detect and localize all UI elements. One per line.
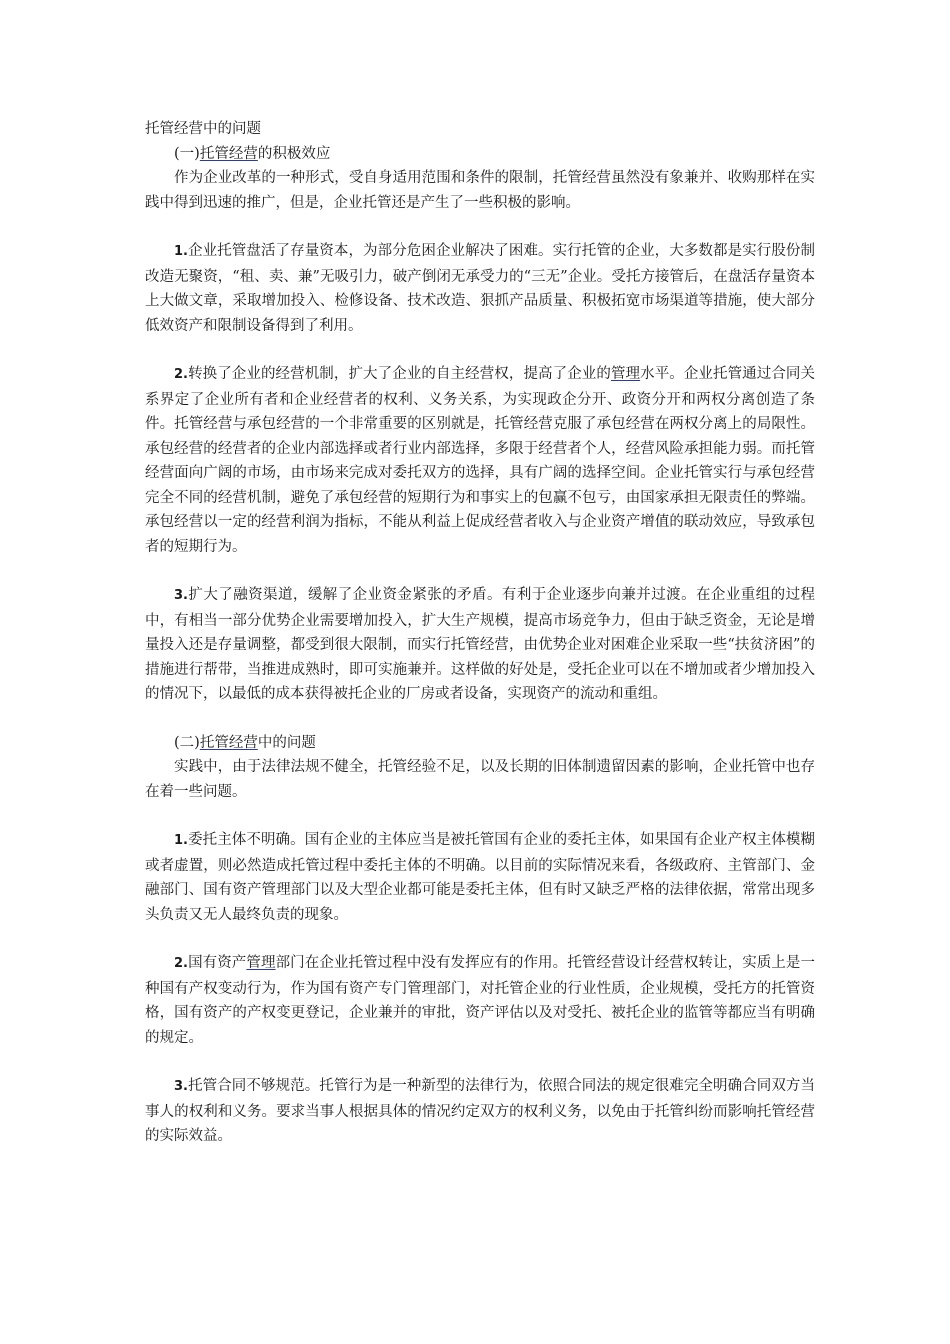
point-text: 托管合同不够规范。托管行为是一种新型的法律行为，依照合同法的规定很难完全明确合同双方当事人的权利和义务。要求当事人根据具体的情况约定双方的权利义务，以免由于托管纠纷而影响托管经营的实际效益。 bbox=[145, 1078, 815, 1144]
section-2-suffix: 中的问题 bbox=[257, 734, 316, 751]
section-1-intro: 作为企业改革的一种形式，受自身适用范围和条件的限制，托管经营虽然没有象兼并、收购那样在实践中得到迅速的推广，但是，企业托管还是产生了一些积极的影响。 bbox=[145, 170, 815, 211]
section-2-heading bbox=[145, 731, 815, 756]
point-number: 3. bbox=[174, 588, 188, 603]
section-1-prefix: (一) bbox=[174, 145, 200, 162]
section-1-heading bbox=[145, 142, 815, 167]
section-2-point-2 bbox=[145, 951, 815, 1050]
document-body bbox=[145, 117, 815, 1149]
section-1-point-3 bbox=[145, 583, 815, 707]
point-text: 企业托管盘活了存量资本，为部分危困企业解决了困难。实行托管的企业，大多数都是实行股份制改造无聚资，“租、卖、兼”无吸引力，破产倒闭无承受力的“三无”企业。受托方接管后，在盘活存量资本上大做文章，采取增加投入、检修设备、技术改造、狠抓产品质量、积极拓宽市场渠道等措施，使大部分低效资产和限制设备得到了利用。 bbox=[145, 243, 815, 334]
point-text: 国有资产 bbox=[187, 955, 247, 971]
section-1-point-1 bbox=[145, 239, 815, 338]
section-1-link[interactable]: 托管经营 bbox=[199, 145, 258, 162]
point-number: 3. bbox=[174, 1079, 188, 1094]
section-1-suffix: 的积极效应 bbox=[257, 145, 331, 162]
point-number: 1. bbox=[174, 833, 188, 848]
point-number: 2. bbox=[174, 367, 188, 382]
section-2-prefix: (二) bbox=[174, 734, 200, 751]
point-text: 委托主体不明确。国有企业的主体应当是被托管国有企业的委托主体，如果国有企业产权主体模糊或者虚置，则必然造成托管过程中委托主体的不明确。以目前的实际情况来看，各级政府、主管部门、金融部门、国有资产管理部门以及大型企业都可能是委托主体，但有时又缺乏严格的法律依据，常常出现多头负责又无人最终负责的现象。 bbox=[145, 832, 815, 923]
point-number: 1. bbox=[174, 244, 188, 259]
document-title: 托管经营中的问题 bbox=[145, 121, 261, 137]
section-1-point-2 bbox=[145, 362, 815, 559]
section-2-point-3 bbox=[145, 1074, 815, 1149]
section-2-link[interactable]: 托管经营 bbox=[199, 734, 258, 751]
point-text: 水平。企业托管通过合同关系界定了企业所有者和企业经营者的权利、义务关系，为实现政企分开、政资分开和两权分离创造了条件。托管经营与承包经营的一个非常重要的区别就是，托管经营克服了承包经营在两权分离上的局限性。承包经营的经营者的企业内部选择或者行业内部选择，多限于经营者个人，经营风险承担能力弱。而托管经营面向广阔的市场，由市场来完成对委托双方的选择，具有广阔的选择空间。企业托管实行与承包经营完全不同的经营机制，避免了承包经营的短期行为和事实上的包赢不包亏，由国家承担无限责任的弊端。承包经营以一定的经营利润为指标，不能从利益上促成经营者收入与企业资产增值的联动效应，导致承包者的短期行为。 bbox=[145, 366, 816, 555]
point-number: 2. bbox=[174, 956, 188, 971]
point-text: 转换了企业的经营机制，扩大了企业的自主经营权，提高了企业的 bbox=[187, 366, 611, 382]
section-2-intro: 实践中，由于法律法规不健全，托管经验不足，以及长期的旧体制遗留因素的影响，企业托管中也存在着一些问题。 bbox=[145, 759, 815, 800]
management-link[interactable]: 管理 bbox=[610, 366, 641, 382]
section-2-point-1 bbox=[145, 828, 815, 927]
point-text: 部门在企业托管过程中没有发挥应有的作用。托管经营设计经营权转让，实质上是一种国有产权变动行为，作为国有资产专门管理部门，对托管企业的行业性质，企业规模，受托方的托管资格，国有资产的产权变更登记，企业兼并的审批，资产评估以及对受托、被托企业的监管等都应当有明确的规定。 bbox=[145, 955, 816, 1046]
management-link[interactable]: 管理 bbox=[246, 955, 276, 971]
point-text: 扩大了融资渠道，缓解了企业资金紧张的矛盾。有利于企业逐步向兼并过渡。在企业重组的过程中，有相当一部分优势企业需要增加投入，扩大生产规模，提高市场竞争力，但由于缺乏资金，无论是增量投入还是存量调整，都受到很大限制，而实行托管经营，由优势企业对困难企业采取一些“扶贫济困”的措施进行帮带，当推进成熟时，即可实施兼并。这样做的好处是，受托企业可以在不增加或者少增加投入的情况下，以最低的成本获得被托企业的厂房或者设备，实现资产的流动和重组。 bbox=[145, 587, 815, 702]
